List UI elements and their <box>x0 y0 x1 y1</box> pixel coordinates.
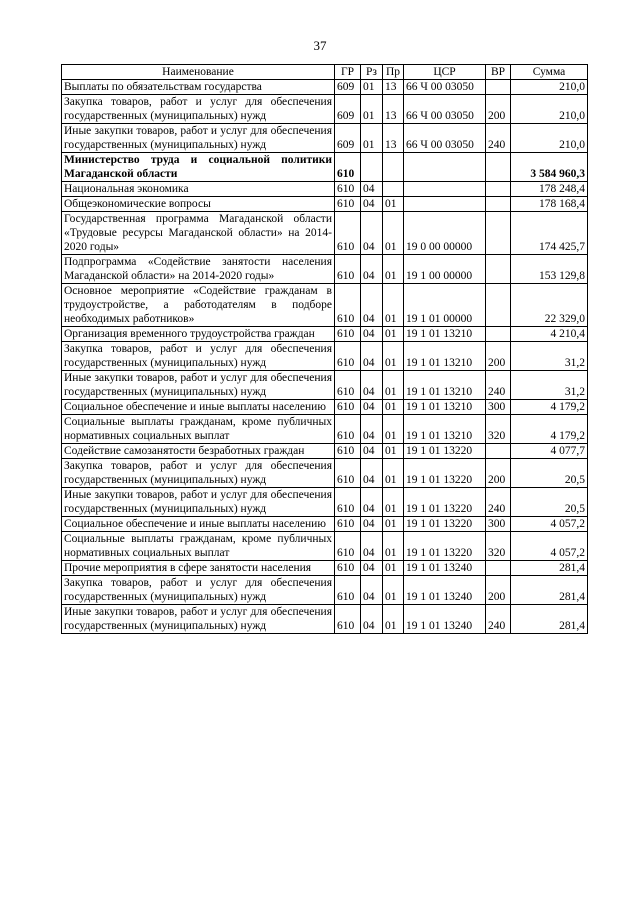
page-number: 37 <box>313 38 327 53</box>
row-sum: 3 584 960,3 <box>511 153 588 182</box>
table-row <box>62 342 588 371</box>
row-pr: 01 <box>383 327 404 342</box>
row-vr: 240 <box>486 488 511 517</box>
row-gr: 610 <box>335 415 361 444</box>
row-pr: 01 <box>383 488 404 517</box>
row-name: Содействие самозанятости безработных граждан <box>62 444 335 459</box>
row-rz: 04 <box>361 255 383 284</box>
table-row <box>62 400 588 415</box>
row-sum: 210,0 <box>511 124 588 153</box>
row-vr: 240 <box>486 371 511 400</box>
row-sum: 281,4 <box>511 605 588 634</box>
row-csr: 19 1 01 13240 <box>404 605 486 634</box>
row-vr <box>486 182 511 197</box>
header-sum: Сумма <box>511 65 588 80</box>
row-pr: 01 <box>383 532 404 561</box>
header-vr: ВР <box>486 65 511 80</box>
row-csr: 19 1 01 13210 <box>404 371 486 400</box>
row-csr: 19 1 00 00000 <box>404 255 486 284</box>
row-vr <box>486 255 511 284</box>
row-name: Иные закупки товаров, работ и услуг для обеспечения государственных (муниципальных) нужд <box>62 371 335 400</box>
row-pr: 13 <box>383 124 404 153</box>
table-row <box>62 459 588 488</box>
row-csr: 19 0 00 00000 <box>404 212 486 255</box>
table-row <box>62 415 588 444</box>
row-csr: 19 1 01 13210 <box>404 342 486 371</box>
table-row <box>62 153 588 182</box>
row-vr: 320 <box>486 532 511 561</box>
row-gr: 610 <box>335 400 361 415</box>
table-row <box>62 95 588 124</box>
row-pr: 01 <box>383 459 404 488</box>
row-csr: 66 Ч 00 03050 <box>404 80 486 95</box>
row-rz: 04 <box>361 532 383 561</box>
row-sum: 4 179,2 <box>511 415 588 444</box>
row-rz: 04 <box>361 444 383 459</box>
row-sum: 174 425,7 <box>511 212 588 255</box>
row-pr: 01 <box>383 284 404 327</box>
row-csr: 19 1 01 13220 <box>404 517 486 532</box>
row-name: Социальное обеспечение и иные выплаты населению <box>62 517 335 532</box>
row-rz: 04 <box>361 197 383 212</box>
row-rz: 04 <box>361 284 383 327</box>
row-rz: 01 <box>361 80 383 95</box>
row-vr <box>486 153 511 182</box>
row-name: Организация временного трудоустройства граждан <box>62 327 335 342</box>
row-gr: 610 <box>335 284 361 327</box>
row-sum: 4 210,4 <box>511 327 588 342</box>
row-vr: 300 <box>486 517 511 532</box>
row-name: Государственная программа Магаданской области «Трудовые ресурсы Магаданской области» на 2014-2020 годы» <box>62 212 335 255</box>
budget-table <box>61 64 588 634</box>
table-row <box>62 488 588 517</box>
row-rz: 04 <box>361 488 383 517</box>
row-sum: 281,4 <box>511 576 588 605</box>
row-rz: 04 <box>361 212 383 255</box>
row-csr: 19 1 01 00000 <box>404 284 486 327</box>
row-pr: 01 <box>383 444 404 459</box>
table-row <box>62 605 588 634</box>
row-pr: 01 <box>383 371 404 400</box>
row-name: Общеэкономические вопросы <box>62 197 335 212</box>
header-pr: Пр <box>383 65 404 80</box>
row-gr: 610 <box>335 371 361 400</box>
header-csr: ЦСР <box>404 65 486 80</box>
row-gr: 609 <box>335 124 361 153</box>
table-body <box>62 80 588 634</box>
row-vr: 200 <box>486 342 511 371</box>
row-sum: 4 077,7 <box>511 444 588 459</box>
table-row <box>62 255 588 284</box>
row-rz: 04 <box>361 342 383 371</box>
row-sum: 281,4 <box>511 561 588 576</box>
row-csr: 19 1 01 13220 <box>404 488 486 517</box>
row-gr: 610 <box>335 182 361 197</box>
row-vr <box>486 444 511 459</box>
row-rz: 04 <box>361 415 383 444</box>
table-row <box>62 444 588 459</box>
row-pr: 01 <box>383 605 404 634</box>
row-gr: 610 <box>335 532 361 561</box>
table-row <box>62 124 588 153</box>
row-name: Социальное обеспечение и иные выплаты населению <box>62 400 335 415</box>
row-sum: 4 057,2 <box>511 517 588 532</box>
row-vr: 240 <box>486 124 511 153</box>
table-row <box>62 561 588 576</box>
row-gr: 610 <box>335 459 361 488</box>
row-gr: 609 <box>335 95 361 124</box>
row-csr <box>404 153 486 182</box>
header-gr: ГР <box>335 65 361 80</box>
row-name: Иные закупки товаров, работ и услуг для обеспечения государственных (муниципальных) нужд <box>62 605 335 634</box>
row-name: Закупка товаров, работ и услуг для обеспечения государственных (муниципальных) нужд <box>62 95 335 124</box>
row-name: Закупка товаров, работ и услуг для обеспечения государственных (муниципальных) нужд <box>62 342 335 371</box>
row-name: Иные закупки товаров, работ и услуг для обеспечения государственных (муниципальных) нужд <box>62 488 335 517</box>
row-name: Основное мероприятие «Содействие гражданам в трудоустройстве, а работодателям в подборе необходимых работников» <box>62 284 335 327</box>
table-row <box>62 197 588 212</box>
row-sum: 4 179,2 <box>511 400 588 415</box>
row-gr: 610 <box>335 488 361 517</box>
row-vr <box>486 197 511 212</box>
row-csr: 19 1 01 13220 <box>404 444 486 459</box>
row-name: Иные закупки товаров, работ и услуг для обеспечения государственных (муниципальных) нужд <box>62 124 335 153</box>
row-sum: 4 057,2 <box>511 532 588 561</box>
row-pr: 01 <box>383 517 404 532</box>
table-row <box>62 576 588 605</box>
row-sum: 31,2 <box>511 371 588 400</box>
row-sum: 20,5 <box>511 488 588 517</box>
row-sum: 22 329,0 <box>511 284 588 327</box>
row-gr: 610 <box>335 444 361 459</box>
row-sum: 178 248,4 <box>511 182 588 197</box>
row-gr: 610 <box>335 517 361 532</box>
row-vr <box>486 284 511 327</box>
row-rz: 04 <box>361 182 383 197</box>
row-pr: 01 <box>383 342 404 371</box>
row-sum: 20,5 <box>511 459 588 488</box>
row-csr: 19 1 01 13210 <box>404 327 486 342</box>
row-vr <box>486 80 511 95</box>
row-vr <box>486 212 511 255</box>
row-name: Социальные выплаты гражданам, кроме публичных нормативных социальных выплат <box>62 532 335 561</box>
row-vr: 200 <box>486 459 511 488</box>
row-rz: 04 <box>361 371 383 400</box>
table-row <box>62 182 588 197</box>
row-name: Выплаты по обязательствам государства <box>62 80 335 95</box>
table-row <box>62 532 588 561</box>
row-pr: 01 <box>383 197 404 212</box>
table-row <box>62 371 588 400</box>
row-gr: 609 <box>335 80 361 95</box>
row-gr: 610 <box>335 576 361 605</box>
row-vr <box>486 561 511 576</box>
row-sum: 210,0 <box>511 95 588 124</box>
row-gr: 610 <box>335 197 361 212</box>
row-rz: 01 <box>361 124 383 153</box>
header-name: Наименование <box>62 65 335 80</box>
row-vr: 200 <box>486 576 511 605</box>
row-pr: 01 <box>383 415 404 444</box>
row-vr <box>486 327 511 342</box>
row-pr: 13 <box>383 80 404 95</box>
row-sum: 178 168,4 <box>511 197 588 212</box>
row-name: Прочие мероприятия в сфере занятости населения <box>62 561 335 576</box>
row-gr: 610 <box>335 605 361 634</box>
row-name: Закупка товаров, работ и услуг для обеспечения государственных (муниципальных) нужд <box>62 459 335 488</box>
row-csr: 19 1 01 13210 <box>404 415 486 444</box>
row-rz: 04 <box>361 459 383 488</box>
row-pr: 01 <box>383 561 404 576</box>
row-gr: 610 <box>335 255 361 284</box>
row-csr <box>404 182 486 197</box>
row-name: Социальные выплаты гражданам, кроме публичных нормативных социальных выплат <box>62 415 335 444</box>
row-pr: 01 <box>383 212 404 255</box>
row-rz: 04 <box>361 517 383 532</box>
row-rz: 04 <box>361 561 383 576</box>
row-sum: 210,0 <box>511 80 588 95</box>
row-rz: 04 <box>361 605 383 634</box>
table-row <box>62 80 588 95</box>
row-vr: 200 <box>486 95 511 124</box>
row-name: Подпрограмма «Содействие занятости населения Магаданской области» на 2014-2020 годы» <box>62 255 335 284</box>
row-name: Закупка товаров, работ и услуг для обеспечения государственных (муниципальных) нужд <box>62 576 335 605</box>
row-rz: 04 <box>361 327 383 342</box>
row-pr: 01 <box>383 400 404 415</box>
row-name: Национальная экономика <box>62 182 335 197</box>
header-rz: Рз <box>361 65 383 80</box>
table-row <box>62 327 588 342</box>
row-gr: 610 <box>335 327 361 342</box>
row-gr: 610 <box>335 153 361 182</box>
row-csr: 66 Ч 00 03050 <box>404 95 486 124</box>
row-sum: 153 129,8 <box>511 255 588 284</box>
row-rz: 04 <box>361 400 383 415</box>
row-rz <box>361 153 383 182</box>
table-row <box>62 212 588 255</box>
row-pr: 01 <box>383 255 404 284</box>
row-csr: 19 1 01 13220 <box>404 459 486 488</box>
row-vr: 320 <box>486 415 511 444</box>
row-pr: 01 <box>383 576 404 605</box>
row-csr: 66 Ч 00 03050 <box>404 124 486 153</box>
row-csr: 19 1 01 13220 <box>404 532 486 561</box>
row-gr: 610 <box>335 561 361 576</box>
row-pr: 13 <box>383 95 404 124</box>
row-name: Министерство труда и социальной политики Магаданской области <box>62 153 335 182</box>
row-csr: 19 1 01 13240 <box>404 576 486 605</box>
row-rz: 04 <box>361 576 383 605</box>
table-row <box>62 517 588 532</box>
row-pr <box>383 153 404 182</box>
row-pr <box>383 182 404 197</box>
row-rz: 01 <box>361 95 383 124</box>
row-sum: 31,2 <box>511 342 588 371</box>
row-vr: 240 <box>486 605 511 634</box>
table-header-row <box>62 65 588 80</box>
row-csr: 19 1 01 13210 <box>404 400 486 415</box>
row-gr: 610 <box>335 212 361 255</box>
table-row <box>62 284 588 327</box>
row-vr: 300 <box>486 400 511 415</box>
row-gr: 610 <box>335 342 361 371</box>
row-csr: 19 1 01 13240 <box>404 561 486 576</box>
row-csr <box>404 197 486 212</box>
